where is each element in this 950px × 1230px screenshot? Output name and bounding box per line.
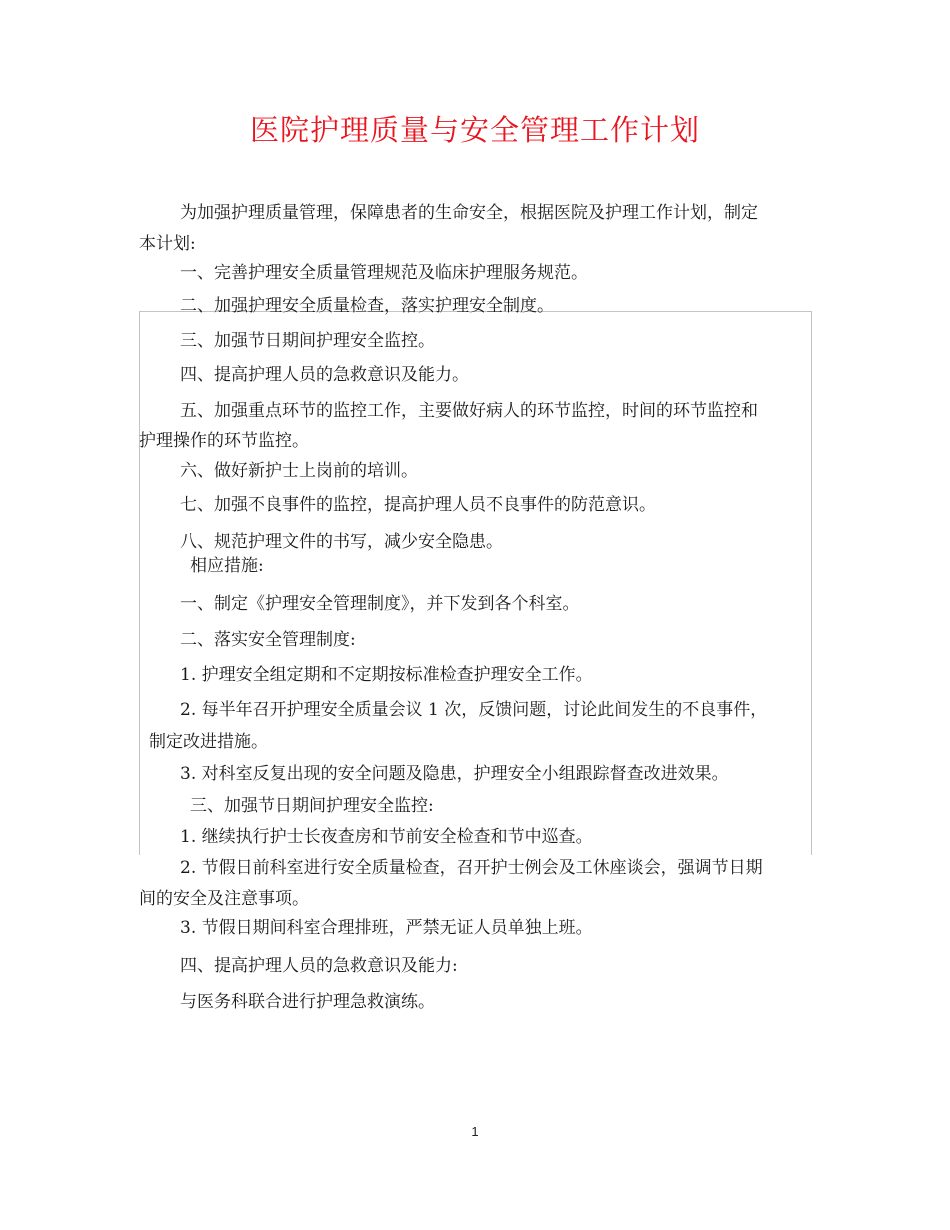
plan-item-4: 四、提高护理人员的急救意识及能力。 xyxy=(180,365,469,385)
measure-3-sub-2-continued: 间的安全及注意事项。 xyxy=(139,889,309,909)
plan-item-5: 五、加强重点环节的监控工作，主要做好病人的环节监控，时间的环节监控和 xyxy=(180,401,758,421)
measure-3-sub-2: 2. 节假日前科室进行安全质量检查，召开护士例会及工休座谈会，强调节日期 xyxy=(180,858,763,878)
measure-1: 一、制定《护理安全管理制度》，并下发到各个科室。 xyxy=(180,594,580,614)
document-title: 医院护理质量与安全管理工作计划 xyxy=(249,113,700,147)
plan-item-8: 八、规范护理文件的书写，减少安全隐患。 xyxy=(180,532,503,552)
plan-item-6: 六、做好新护士上岗前的培训。 xyxy=(180,461,418,481)
measure-4-detail: 与医务科联合进行护理急救演练。 xyxy=(180,992,435,1012)
plan-item-5-continued: 护理操作的环节监控。 xyxy=(139,431,309,451)
page-number: 1 xyxy=(471,1124,479,1139)
measure-2-sub-3: 3. 对科室反复出现的安全问题及隐患，护理安全小组跟踪督查改进效果。 xyxy=(180,764,729,784)
plan-item-3: 三、加强节日期间护理安全监控。 xyxy=(180,331,435,351)
measure-2-sub-1: 1. 护理安全组定期和不定期按标准检查护理安全工作。 xyxy=(180,665,593,685)
measure-2-sub-2-continued: 制定改进措施。 xyxy=(149,732,268,752)
measure-4: 四、提高护理人员的急救意识及能力: xyxy=(180,956,458,976)
plan-item-2: 二、加强护理安全质量检查，落实护理安全制度。 xyxy=(180,296,554,316)
measure-2: 二、落实安全管理制度: xyxy=(180,630,356,650)
measure-3-sub-3: 3. 节假日期间科室合理排班，严禁无证人员单独上班。 xyxy=(180,918,593,938)
paragraph-line: 为加强护理质量管理，保障患者的生命安全，根据医院及护理工作计划，制定 xyxy=(180,203,758,223)
measures-heading: 相应措施: xyxy=(190,556,264,576)
measure-2-sub-2: 2. 每半年召开护理安全质量会议 1 次，反馈问题，讨论此间发生的不良事件， xyxy=(180,700,768,720)
measure-3-sub-1: 1. 继续执行护士长夜查房和节前安全检查和节中巡查。 xyxy=(180,827,593,847)
plan-item-7: 七、加强不良事件的监控，提高护理人员不良事件的防范意识。 xyxy=(180,495,656,515)
paragraph-line: 本计划: xyxy=(139,234,196,254)
measure-3: 三、加强节日期间护理安全监控: xyxy=(190,796,434,816)
plan-item-1: 一、完善护理安全质量管理规范及临床护理服务规范。 xyxy=(180,263,588,283)
